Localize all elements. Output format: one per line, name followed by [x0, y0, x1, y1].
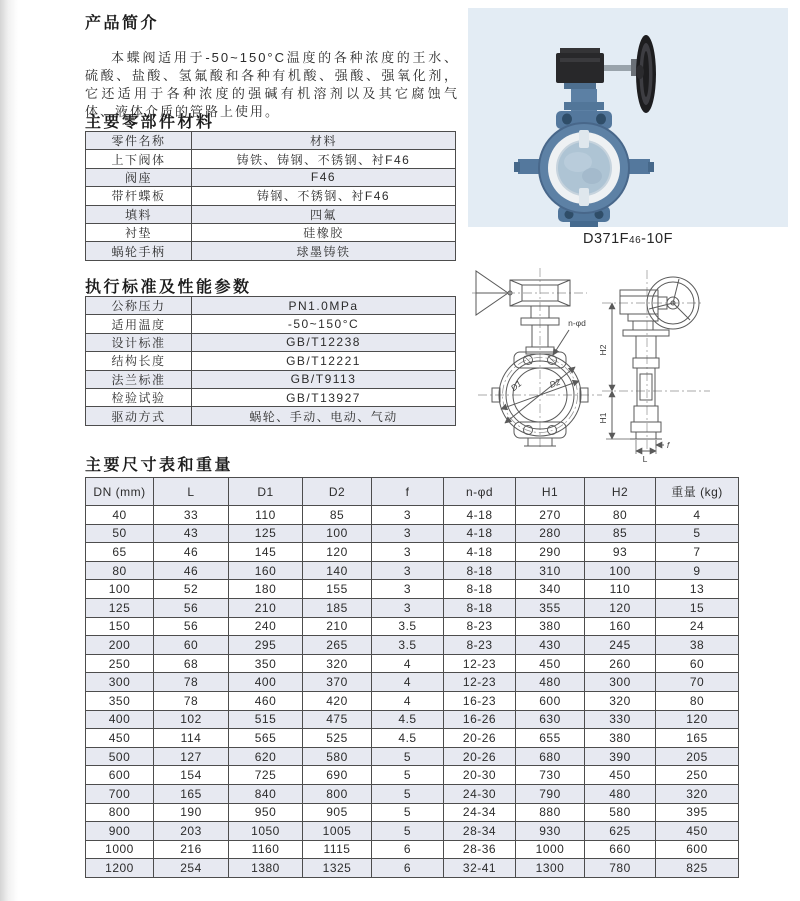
- table-row: [86, 729, 739, 748]
- table-cell: 120: [656, 710, 739, 729]
- table-cell: 630: [516, 710, 585, 729]
- table-cell: 190: [154, 803, 229, 822]
- table-cell: 160: [585, 617, 656, 636]
- label-h1: H1: [598, 412, 608, 424]
- table-cell: 4: [372, 673, 444, 692]
- table-row: [86, 223, 456, 241]
- table-cell: 260: [585, 654, 656, 673]
- table-cell: 衬垫: [86, 223, 192, 241]
- table-cell: 46: [154, 543, 229, 562]
- table-cell: 适用温度: [86, 315, 192, 333]
- table-cell: 5: [656, 524, 739, 543]
- table-cell: 85: [303, 506, 372, 525]
- table-row: [86, 580, 739, 599]
- model-subscript: 46: [629, 235, 642, 246]
- table-cell: 120: [585, 598, 656, 617]
- table-row: [86, 747, 739, 766]
- table-cell: 580: [303, 747, 372, 766]
- table-cell: 1005: [303, 822, 372, 841]
- table-cell: 725: [229, 766, 303, 785]
- table-cell: 法兰标准: [86, 370, 192, 388]
- table-cell: 50: [86, 524, 154, 543]
- table-cell: 56: [154, 617, 229, 636]
- table-cell: 3: [372, 561, 444, 580]
- table-cell: 70: [656, 673, 739, 692]
- table-cell: 250: [86, 654, 154, 673]
- table-cell: 上下阀体: [86, 150, 192, 168]
- table-row: [86, 617, 739, 636]
- table-row: [86, 543, 739, 562]
- table-cell: 160: [229, 561, 303, 580]
- table-row: [86, 766, 739, 785]
- table-cell: 154: [154, 766, 229, 785]
- table-cell: 200: [86, 636, 154, 655]
- table-cell: 125: [86, 598, 154, 617]
- table-cell: 165: [656, 729, 739, 748]
- table-cell: 525: [303, 729, 372, 748]
- table-cell: 驱动方式: [86, 407, 192, 425]
- table-cell: 5: [372, 822, 444, 841]
- table-cell: 150: [86, 617, 154, 636]
- table-cell: 350: [229, 654, 303, 673]
- column-header: n-φd: [444, 478, 516, 506]
- table-cell: 350: [86, 691, 154, 710]
- product-photo: [468, 8, 788, 227]
- table-cell: 400: [86, 710, 154, 729]
- table-cell: 475: [303, 710, 372, 729]
- table-row: [86, 168, 456, 186]
- table-cell: 38: [656, 636, 739, 655]
- table-row: [86, 598, 739, 617]
- table-cell: 185: [303, 598, 372, 617]
- table-cell: GB/T12238: [192, 333, 456, 351]
- table-row: [86, 859, 739, 878]
- table-cell: 320: [585, 691, 656, 710]
- column-header: 零件名称: [86, 132, 192, 150]
- table-cell: 16-26: [444, 710, 516, 729]
- table-cell: 450: [516, 654, 585, 673]
- table-cell: 950: [229, 803, 303, 822]
- table-cell: 203: [154, 822, 229, 841]
- table-row: [86, 352, 456, 370]
- table-cell: 600: [516, 691, 585, 710]
- dimensions-heading: 主要尺寸表和重量: [85, 457, 234, 474]
- table-cell: 320: [656, 784, 739, 803]
- table-cell: 4: [372, 654, 444, 673]
- table-row: [86, 691, 739, 710]
- table-cell: 3: [372, 543, 444, 562]
- table-row: [86, 506, 739, 525]
- table-cell: 825: [656, 859, 739, 878]
- table-row: [86, 524, 739, 543]
- table-row: [86, 710, 739, 729]
- column-header: f: [372, 478, 444, 506]
- table-cell: 15: [656, 598, 739, 617]
- table-cell: 20-26: [444, 729, 516, 748]
- table-cell: 46: [154, 561, 229, 580]
- table-cell: 80: [86, 561, 154, 580]
- table-cell: 3: [372, 506, 444, 525]
- table-cell: 1380: [229, 859, 303, 878]
- table-cell: 340: [516, 580, 585, 599]
- table-cell: 80: [585, 506, 656, 525]
- standards-heading: 执行标准及性能参数: [85, 279, 252, 296]
- table-row: [86, 333, 456, 351]
- table-cell: 5: [372, 747, 444, 766]
- table-row: [86, 187, 456, 205]
- table-cell: 阀座: [86, 168, 192, 186]
- table-cell: 4.5: [372, 710, 444, 729]
- model-suffix: -10F: [641, 231, 673, 247]
- table-cell: 3.5: [372, 636, 444, 655]
- table-cell: 355: [516, 598, 585, 617]
- table-cell: 500: [86, 747, 154, 766]
- label-d1: D1: [508, 378, 524, 393]
- table-cell: 33: [154, 506, 229, 525]
- table-cell: 900: [86, 822, 154, 841]
- table-cell: 28-36: [444, 840, 516, 859]
- table-cell: 结构长度: [86, 352, 192, 370]
- table-cell: 155: [303, 580, 372, 599]
- intro-heading: 产品简介: [85, 15, 160, 32]
- table-row: [86, 297, 456, 315]
- table-cell: 带杆蝶板: [86, 187, 192, 205]
- dimensions-header-row: [86, 478, 739, 506]
- table-cell: 13: [656, 580, 739, 599]
- table-row: [86, 784, 739, 803]
- table-cell: 5: [372, 766, 444, 785]
- table-cell: -50~150°C: [192, 315, 456, 333]
- table-cell: 655: [516, 729, 585, 748]
- table-cell: 8-23: [444, 617, 516, 636]
- table-cell: GB/T9113: [192, 370, 456, 388]
- table-cell: 216: [154, 840, 229, 859]
- table-cell: 120: [303, 543, 372, 562]
- table-cell: 265: [303, 636, 372, 655]
- table-cell: 1115: [303, 840, 372, 859]
- table-row: [86, 370, 456, 388]
- table-cell: 8-18: [444, 580, 516, 599]
- table-cell: 905: [303, 803, 372, 822]
- standards-table: [85, 296, 456, 426]
- table-cell: 3: [372, 524, 444, 543]
- label-d2: D2: [547, 376, 562, 390]
- table-cell: 370: [303, 673, 372, 692]
- table-cell: 480: [516, 673, 585, 692]
- table-cell: 245: [585, 636, 656, 655]
- column-header: H2: [585, 478, 656, 506]
- table-cell: 290: [516, 543, 585, 562]
- table-cell: 254: [154, 859, 229, 878]
- gearbox: [556, 48, 604, 89]
- table-cell: 3: [372, 598, 444, 617]
- table-cell: 蜗轮手柄: [86, 242, 192, 260]
- table-cell: 24-30: [444, 784, 516, 803]
- table-cell: 8-18: [444, 598, 516, 617]
- butterfly-valve-photo-illustration: [468, 8, 788, 227]
- table-cell: 450: [86, 729, 154, 748]
- table-cell: 80: [656, 691, 739, 710]
- table-cell: 7: [656, 543, 739, 562]
- table-cell: 110: [585, 580, 656, 599]
- table-cell: 93: [585, 543, 656, 562]
- table-cell: 600: [656, 840, 739, 859]
- table-cell: 390: [585, 747, 656, 766]
- table-cell: 880: [516, 803, 585, 822]
- table-cell: 395: [656, 803, 739, 822]
- table-cell: 205: [656, 747, 739, 766]
- table-cell: 9: [656, 561, 739, 580]
- table-cell: 460: [229, 691, 303, 710]
- table-cell: 设计标准: [86, 333, 192, 351]
- table-cell: GB/T13927: [192, 388, 456, 406]
- table-cell: 450: [656, 822, 739, 841]
- table-cell: 400: [229, 673, 303, 692]
- table-cell: 40: [86, 506, 154, 525]
- table-cell: 140: [303, 561, 372, 580]
- table-cell: 100: [86, 580, 154, 599]
- table-row: [86, 822, 739, 841]
- table-cell: 85: [585, 524, 656, 543]
- table-cell: 28-34: [444, 822, 516, 841]
- label-h2: H2: [598, 344, 608, 356]
- table-cell: 210: [303, 617, 372, 636]
- table-cell: 78: [154, 691, 229, 710]
- table-cell: 68: [154, 654, 229, 673]
- column-header: DN (mm): [86, 478, 154, 506]
- intro-paragraph: 本蝶阀适用于-50~150°C温度的各种浓度的王水、硫酸、盐酸、氢氟酸和各种有机酸、强酸、强氧化剂，它还适用于各种浓度的强碱有机溶剂以及其它腐蚀气体、液体介质的管路上使用。: [85, 50, 459, 119]
- table-cell: 4.5: [372, 729, 444, 748]
- table-cell: 56: [154, 598, 229, 617]
- table-cell: 800: [303, 784, 372, 803]
- table-cell: 1000: [516, 840, 585, 859]
- table-row: [86, 388, 456, 406]
- handwheel-assembly: [602, 35, 656, 113]
- table-cell: 5: [372, 803, 444, 822]
- table-cell: 1325: [303, 859, 372, 878]
- table-row: [86, 150, 456, 168]
- materials-heading: 主要零部件材料: [85, 114, 215, 131]
- table-cell: 295: [229, 636, 303, 655]
- table-cell: 300: [86, 673, 154, 692]
- table-cell: 1050: [229, 822, 303, 841]
- table-cell: 127: [154, 747, 229, 766]
- table-cell: 3.5: [372, 617, 444, 636]
- table-cell: 1200: [86, 859, 154, 878]
- table-cell: 24-34: [444, 803, 516, 822]
- table-cell: 280: [516, 524, 585, 543]
- table-cell: 330: [585, 710, 656, 729]
- table-cell: 114: [154, 729, 229, 748]
- column-header: H1: [516, 478, 585, 506]
- column-header: D1: [229, 478, 303, 506]
- table-cell: 43: [154, 524, 229, 543]
- table-cell: GB/T12221: [192, 352, 456, 370]
- table-row: [86, 407, 456, 425]
- dimensions-table: [85, 477, 739, 878]
- table-cell: 800: [86, 803, 154, 822]
- table-cell: 790: [516, 784, 585, 803]
- table-cell: 310: [516, 561, 585, 580]
- table-cell: 320: [303, 654, 372, 673]
- table-cell: 4: [372, 691, 444, 710]
- table-cell: 16-23: [444, 691, 516, 710]
- table-cell: 430: [516, 636, 585, 655]
- table-row: [86, 242, 456, 260]
- table-cell: 250: [656, 766, 739, 785]
- table-cell: 公称压力: [86, 297, 192, 315]
- table-row: [86, 636, 739, 655]
- table-cell: 380: [585, 729, 656, 748]
- table-cell: 填料: [86, 205, 192, 223]
- table-cell: 5: [372, 784, 444, 803]
- table-cell: 300: [585, 673, 656, 692]
- table-cell: 580: [585, 803, 656, 822]
- table-cell: 1300: [516, 859, 585, 878]
- table-cell: 蜗轮、手动、电动、气动: [192, 407, 456, 425]
- table-cell: 52: [154, 580, 229, 599]
- table-cell: 球墨铸铁: [192, 242, 456, 260]
- table-cell: 12-23: [444, 654, 516, 673]
- table-row: [86, 315, 456, 333]
- table-cell: 780: [585, 859, 656, 878]
- table-cell: 65: [86, 543, 154, 562]
- table-row: [86, 840, 739, 859]
- table-cell: 600: [86, 766, 154, 785]
- table-cell: 4-18: [444, 524, 516, 543]
- table-cell: 145: [229, 543, 303, 562]
- table-cell: PN1.0MPa: [192, 297, 456, 315]
- table-cell: 4-18: [444, 543, 516, 562]
- table-cell: 6: [372, 859, 444, 878]
- table-cell: 450: [585, 766, 656, 785]
- column-header: 材料: [192, 132, 456, 150]
- table-cell: 620: [229, 747, 303, 766]
- side-view: [602, 270, 710, 454]
- table-cell: 检验试验: [86, 388, 192, 406]
- table-cell: 硅橡胶: [192, 223, 456, 241]
- table-row: [86, 205, 456, 223]
- table-cell: 1160: [229, 840, 303, 859]
- column-header: L: [154, 478, 229, 506]
- table-cell: 3: [372, 580, 444, 599]
- table-cell: 180: [229, 580, 303, 599]
- label-l: L: [642, 454, 648, 464]
- table-cell: 78: [154, 673, 229, 692]
- table-cell: 420: [303, 691, 372, 710]
- table-cell: 930: [516, 822, 585, 841]
- table-row: [86, 561, 739, 580]
- table-cell: 240: [229, 617, 303, 636]
- table-cell: 480: [585, 784, 656, 803]
- column-header: D2: [303, 478, 372, 506]
- dimension-drawing: [452, 264, 800, 464]
- table-cell: 125: [229, 524, 303, 543]
- table-cell: 60: [656, 654, 739, 673]
- table-cell: 铸铁、铸钢、不锈钢、衬F46: [192, 150, 456, 168]
- table-cell: 515: [229, 710, 303, 729]
- table-cell: 565: [229, 729, 303, 748]
- table-cell: 100: [585, 561, 656, 580]
- table-cell: F46: [192, 168, 456, 186]
- table-cell: 380: [516, 617, 585, 636]
- table-cell: 625: [585, 822, 656, 841]
- materials-header-row: [86, 132, 456, 150]
- table-cell: 165: [154, 784, 229, 803]
- table-cell: 100: [303, 524, 372, 543]
- label-n-phi-d: n-φd: [568, 318, 586, 328]
- table-cell: 60: [154, 636, 229, 655]
- table-cell: 6: [372, 840, 444, 859]
- table-cell: 20-26: [444, 747, 516, 766]
- table-cell: 4: [656, 506, 739, 525]
- table-cell: 270: [516, 506, 585, 525]
- table-cell: 730: [516, 766, 585, 785]
- table-cell: 四氟: [192, 205, 456, 223]
- front-view: [472, 268, 602, 448]
- column-header: 重量 (kg): [656, 478, 739, 506]
- table-cell: 12-23: [444, 673, 516, 692]
- table-cell: 20-30: [444, 766, 516, 785]
- label-f: f: [666, 440, 670, 450]
- table-cell: 660: [585, 840, 656, 859]
- table-cell: 102: [154, 710, 229, 729]
- table-cell: 铸钢、不锈钢、衬F46: [192, 187, 456, 205]
- table-cell: 1000: [86, 840, 154, 859]
- technical-drawing: [452, 264, 800, 464]
- table-row: [86, 673, 739, 692]
- table-row: [86, 803, 739, 822]
- table-cell: 32-41: [444, 859, 516, 878]
- table-cell: 840: [229, 784, 303, 803]
- table-cell: 210: [229, 598, 303, 617]
- table-cell: 8-23: [444, 636, 516, 655]
- table-cell: 8-18: [444, 561, 516, 580]
- table-cell: 4-18: [444, 506, 516, 525]
- product-model-caption: [468, 231, 788, 247]
- table-cell: 690: [303, 766, 372, 785]
- page-edge-shadow: [0, 0, 18, 901]
- table-cell: 110: [229, 506, 303, 525]
- materials-table: [85, 131, 456, 261]
- model-prefix: D371F: [583, 231, 630, 247]
- table-cell: 24: [656, 617, 739, 636]
- table-row: [86, 654, 739, 673]
- table-cell: 680: [516, 747, 585, 766]
- table-cell: 700: [86, 784, 154, 803]
